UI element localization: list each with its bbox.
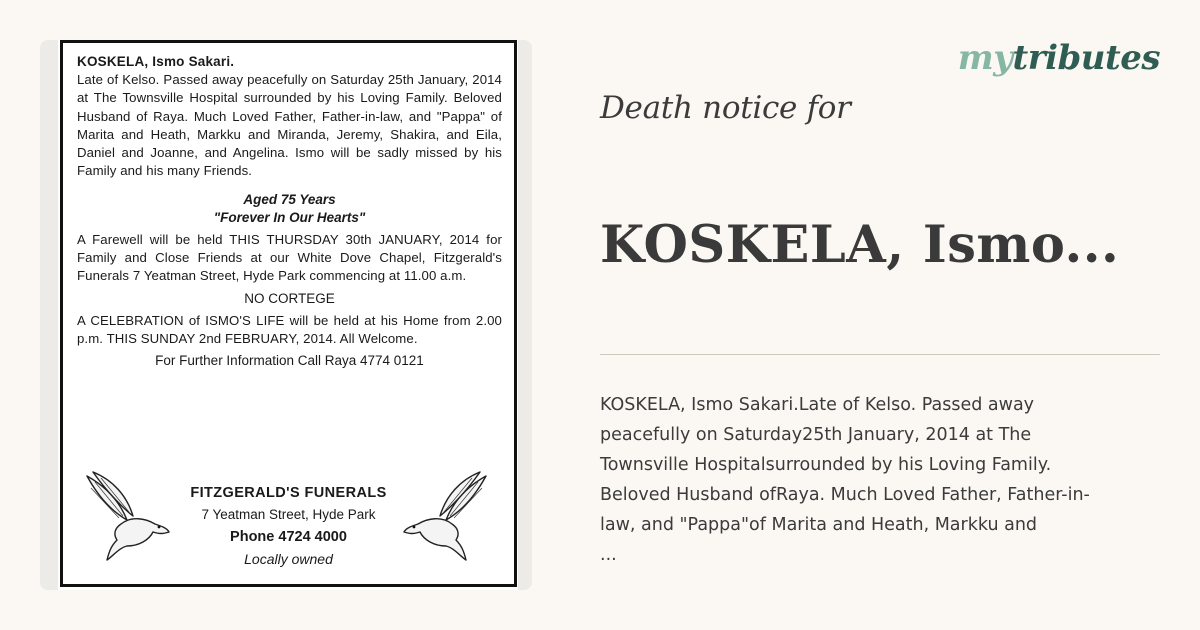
funeral-home-text — [63, 483, 514, 569]
notice-quote: "Forever In Our Hearts" — [213, 209, 366, 225]
excerpt-line: peacefully on Saturday25th January, 2014 at The — [600, 425, 1032, 445]
notice-aged: Aged 75 Years — [243, 191, 336, 207]
notice-no-cortege: NO CORTEGE — [244, 290, 335, 306]
logo-my: my — [957, 38, 1013, 78]
funeral-home-name: FITZGERALD'S FUNERALS — [190, 485, 387, 501]
notice-excerpt — [600, 390, 1170, 570]
logo-tributes: tributes — [1012, 38, 1160, 78]
notice-name: KOSKELA, Ismo Sakari. — [77, 54, 235, 69]
notice-border — [60, 40, 517, 587]
excerpt-line: Townsville Hospitalsurrounded by his Loving Family. — [600, 455, 1052, 475]
excerpt-ellipsis: ... — [600, 545, 617, 565]
divider — [600, 354, 1160, 355]
funeral-home-tagline: Locally owned — [244, 551, 333, 567]
funeral-home-address: 7 Yeatman Street, Hyde Park — [201, 507, 376, 522]
mytributes-logo[interactable] — [958, 38, 1160, 78]
notice-image — [40, 40, 532, 590]
funeral-home-block — [63, 468, 514, 578]
excerpt-line: KOSKELA, Ismo Sakari.Late of Kelso. Passed away — [600, 395, 1035, 415]
excerpt-line: Beloved Husband ofRaya. Much Loved Father, Father-in- — [600, 485, 1090, 505]
excerpt-line: law, and "Pappa"of Marita and Heath, Markku and — [600, 515, 1038, 535]
funeral-home-phone: Phone 4724 4000 — [230, 529, 347, 545]
notice-paper — [58, 40, 518, 590]
page-heading: Death notice for — [600, 90, 851, 126]
notice-paragraph-3: A CELEBRATION of ISMO'S LIFE will be held at his Home from 2.00 p.m. THIS SUNDAY 2nd FEBRUARY, 2014. All Welcome. — [77, 312, 502, 346]
deceased-name: KOSKELA, Ismo... — [600, 215, 1120, 275]
notice-paragraph-1: Late of Kelso. Passed away peacefully on Saturday 25th January, 2014 at The Townsville Hospital surrounded by his Loving Family. Beloved Husband of Raya. Much Loved Father, Father-in-law, and "Pappa" of Marita and Heath, Markku and Miranda, Jeremy, Shakira, and Eila, Daniel and Joanne, and Angelina. Ismo will be sadly missed by his Family and his many Friends. — [77, 72, 502, 179]
notice-info: For Further Information Call Raya 4774 0121 — [155, 353, 424, 369]
notice-paragraph-2: A Farewell will be held THIS THURSDAY 30th JANUARY, 2014 for Family and Close Friends at our White Dove Chapel, Fitzgerald's Funerals 7 Yeatman Street, Hyde Park commencing at 11.00 a.m. — [77, 231, 502, 284]
